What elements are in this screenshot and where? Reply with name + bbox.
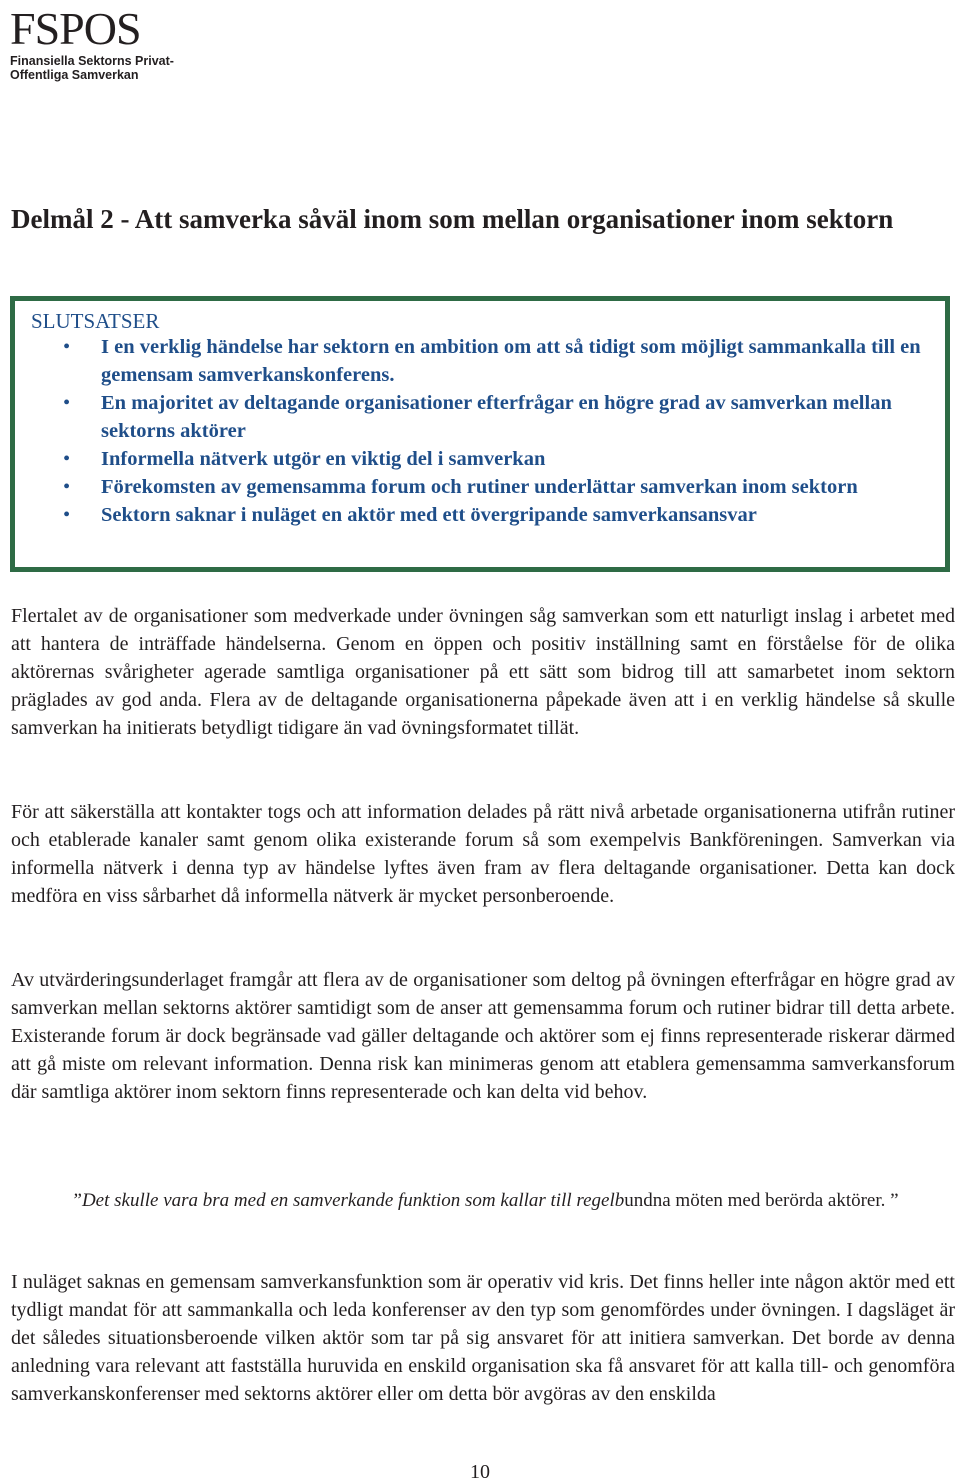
page-number: 10 [470, 1461, 490, 1483]
quote [60, 1188, 910, 1214]
conclusion-text: I en verklig händelse har sektorn en ambition om att så tidigt som möjligt sammankalla till en gemensam samverkanskonferens. [101, 336, 921, 386]
bullet-icon: • [63, 336, 71, 358]
conclusion-item [15, 333, 945, 389]
conclusions-box [10, 296, 950, 572]
logo-subtitle-line2: Offentliga Samverkan [10, 68, 139, 82]
conclusion-item [15, 473, 945, 501]
logo-subtitle-line1: Finansiella Sektorns Privat- [10, 54, 174, 68]
conclusion-text: Informella nätverk utgör en viktig del i samverkan [101, 448, 546, 470]
conclusion-text: Sektorn saknar i nuläget en aktör med ett övergripande samverkansansvar [101, 504, 757, 526]
bullet-icon: • [63, 476, 71, 498]
body-paragraph-3: Av utvärderingsunderlaget framgår att flera av de organisationer som deltog på övningen efterfrågar en högre grad av samverkan mellan sektorns aktörer samtidigt som de anser att gemensamma forum och rutiner bidrar till detta arbete. Existerande forum är dock begränsade vad gäller deltagande och aktörer som ej finns representerade riskerar därmed att gå miste om relevant information. Denna risk kan minimeras genom att etablera gemensamma samverkansforum där samtliga aktörer inom sektorn finns representerade och kan delta vid behov. [11, 969, 955, 1103]
body-paragraph-4: I nuläget saknas en gemensam samverkansfunktion som är operativ vid kris. Det finns heller inte någon aktör med ett tydligt mandat för att sammankalla och leda konferenser av den typ som genomfördes under övningen. I dagsläget är det således situationsberoende vilken aktör som tar på sig ansvaret för att initiera samverkan. Det borde av denna anledning vara relevant att fastställa huruvida en enskild organisation ska få ansvaret för att kalla till- och genomföra samverkanskonferenser med sektorns aktörer eller om detta bör avgöras av den enskilda [11, 1271, 955, 1405]
bullet-icon: • [63, 392, 71, 414]
body-paragraph-2: För att säkerställa att kontakter togs och att information delades på rätt nivå arbetade organisationerna utifrån rutiner och etablerade kanaler samt genom olika existerande forum så som exempelvis Bankföreningen. Samverkan via informella nätverk i denna typ av händelse lyftes även fram av flera deltagande organisationer. Detta kan dock medföra en viss sårbarhet då informella nätverk är mycket personberoende. [11, 801, 955, 907]
conclusion-item [15, 501, 945, 529]
conclusion-text: En majoritet av deltagande organisationer efterfrågar en högre grad av samverkan mellan sektorns aktörer [101, 392, 892, 442]
conclusion-item [15, 389, 945, 445]
bullet-icon: • [63, 448, 71, 470]
conclusion-text: Förekomsten av gemensamma forum och rutiner underlättar samverkan inom sektorn [101, 476, 858, 498]
section-heading: Delmål 2 - Att samverka såväl inom som mellan organisationer inom sektorn [11, 204, 894, 234]
fspos-logo [10, 4, 174, 82]
logo-wordmark: FSPOS [10, 3, 141, 54]
conclusions-list [15, 333, 945, 529]
conclusions-title: SLUTSATSER [31, 309, 160, 333]
quote-closing-mark: ” [885, 1190, 899, 1211]
conclusion-item [15, 445, 945, 473]
body-paragraph-1: Flertalet av de organisationer som medverkade under övningen såg samverkan som ett naturligt inslag i arbetet med att hantera de inträffade händelserna. Genom en öppen och positiv inställning samt en förståelse för de olika aktörernas svårigheter agerade samtliga organisationer på ett sätt som bidrog till att samarbetet inom sektorn präglades av god anda. Flera av de deltagande organisationerna påpekade även att i en verklig händelse så skulle samverkan ha initierats betydligt tidigare än vad övningsformatet tillät. [11, 605, 955, 739]
bullet-icon: • [63, 504, 71, 526]
quote-italic-text: ”Det skulle vara bra med en samverkande funktion som kallar till regelb [71, 1190, 625, 1211]
quote-normal-text: undna möten med berörda aktörer. [624, 1190, 886, 1211]
